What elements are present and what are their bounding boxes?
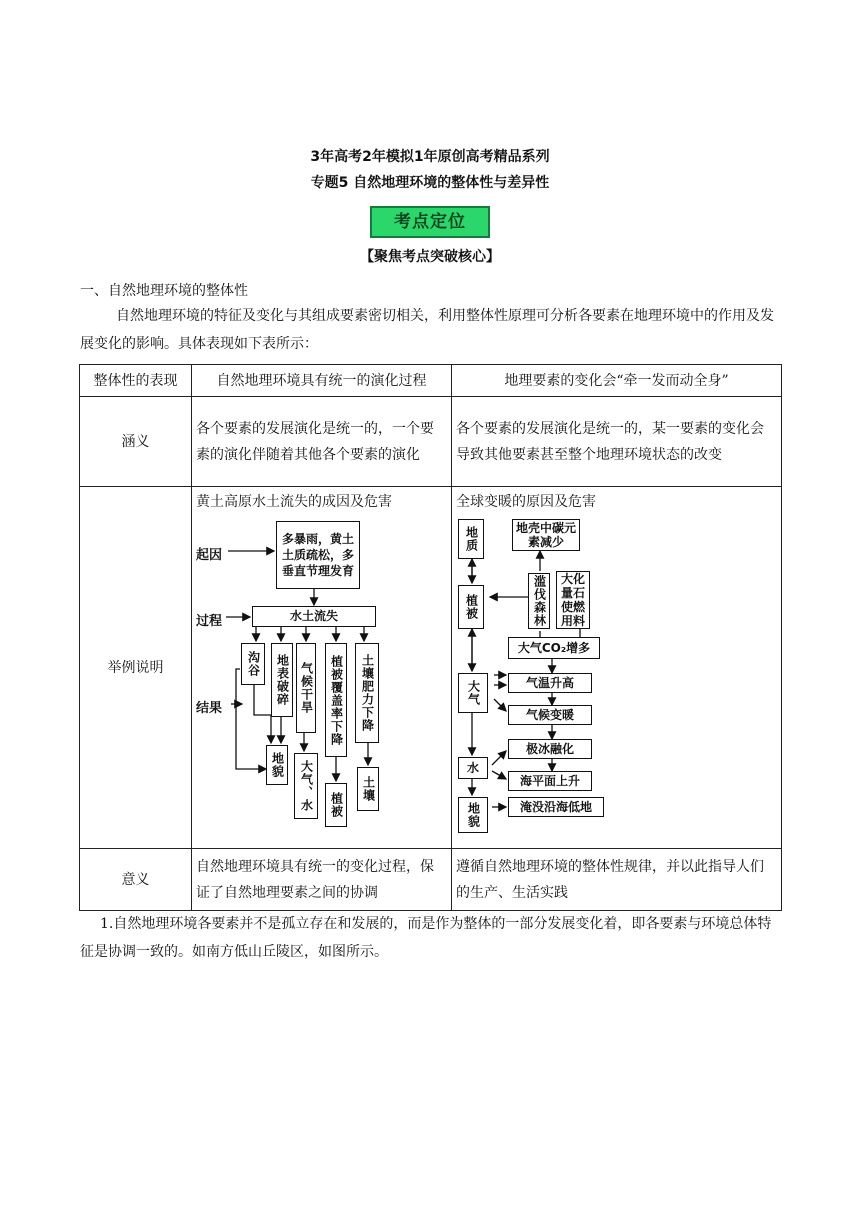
diagram-caption: 黄土高原水土流失的成因及危害 — [196, 494, 392, 510]
section-heading: 一、自然地理环境的整体性 — [80, 283, 248, 299]
outcome-atmosphere-water: 大气、水 — [294, 753, 318, 819]
row-label: 意义 — [80, 849, 192, 911]
result-box-gully: 沟谷 — [241, 643, 265, 685]
node-atmosphere: 大气 — [458, 673, 488, 713]
row-label: 举例说明 — [80, 487, 192, 849]
warming-diagram — [456, 489, 777, 843]
row-label: 涵义 — [80, 397, 192, 487]
node-climate-warming: 气候变暖 — [508, 705, 592, 725]
section2-paragraph: 1.自然地理环境各要素并不是孤立存在和发展的，而是作为整体的一部分发展变化着，即各要素与环境总体特征是协调一致的。如南方低山丘陵区，如图所示。 — [80, 916, 772, 960]
table-cell: 遵循自然地理环境的整体性规律，并以此指导人们的生产、生活实践 — [452, 849, 782, 911]
label-result: 结果 — [196, 701, 223, 716]
node-fossil-fuel: 大化量石使燃用料 — [556, 571, 590, 629]
table-cell: 各个要素的发展演化是统一的，一个要素的演化伴随着其他各个要素的演化 — [192, 397, 452, 487]
topic-title: 专题5 自然地理环境的整体性与差异性 — [310, 175, 550, 191]
result-box-vegetation: 植被覆盖率下降 — [325, 643, 347, 757]
cause-box: 多暴雨，黄土土质疏松，多垂直节理发育 — [276, 521, 360, 589]
label-process: 过程 — [196, 614, 223, 629]
table-row — [80, 487, 782, 849]
node-landform: 地貌 — [458, 797, 488, 833]
result-box-soil: 土壤肥力下降 — [355, 643, 379, 743]
node-deforestation: 滥伐森林 — [528, 573, 550, 629]
integrity-table — [79, 364, 782, 911]
badge-stamp: 考点定位 — [370, 206, 490, 238]
node-sea-level: 海平面上升 — [508, 771, 592, 791]
table-row — [80, 397, 782, 487]
node-ice-melt: 极冰融化 — [508, 739, 592, 759]
table-row — [80, 849, 782, 911]
node-geology: 地质 — [458, 519, 484, 559]
table-cell: 自然地理环境具有统一的变化过程，保证了自然地理要素之间的协调 — [192, 849, 452, 911]
table-cell: 各个要素的发展演化是统一的，某一要素的变化会导致其他要素甚至整个地理环境状态的改变 — [452, 397, 782, 487]
outcome-soil: 土壤 — [357, 767, 379, 811]
result-box-climate: 气候干旱 — [296, 643, 316, 733]
warming-arrows — [456, 489, 778, 843]
diagram-caption: 全球变暖的原因及危害 — [456, 494, 596, 510]
series-title: 3年高考2年模拟1年原创高考精品系列 — [310, 149, 550, 165]
node-crust-carbon: 地壳中碳元素减少 — [512, 519, 580, 551]
outcome-landform: 地貌 — [266, 745, 288, 785]
node-co2: 大气CO₂增多 — [508, 637, 600, 659]
node-vegetation: 植被 — [458, 585, 484, 629]
outcome-vegetation: 植被 — [325, 783, 347, 827]
result-box-surface: 地表破碎 — [271, 643, 293, 717]
process-box: 水土流失 — [252, 606, 376, 627]
node-temp-rise: 气温升高 — [508, 673, 592, 693]
node-water: 水 — [458, 757, 488, 779]
node-flood-lowland: 淹没沿海低地 — [508, 797, 604, 817]
table-header-cell: 整体性的表现 — [80, 365, 192, 397]
intro-paragraph: 自然地理环境的特征及变化与其组成要素密切相关，利用整体性原理可分析各要素在地理环境中的作用及发展变化的影响。具体表现如下表所示： — [80, 308, 774, 352]
loess-diagram — [196, 489, 447, 843]
table-header-cell: 地理要素的变化会“牵一发而动全身” — [452, 365, 782, 397]
label-cause: 起因 — [196, 548, 223, 563]
table-header-row — [80, 365, 782, 397]
table-header-cell: 自然地理环境具有统一的演化过程 — [192, 365, 452, 397]
focus-heading: 【聚焦考点突破核心】 — [360, 249, 500, 265]
